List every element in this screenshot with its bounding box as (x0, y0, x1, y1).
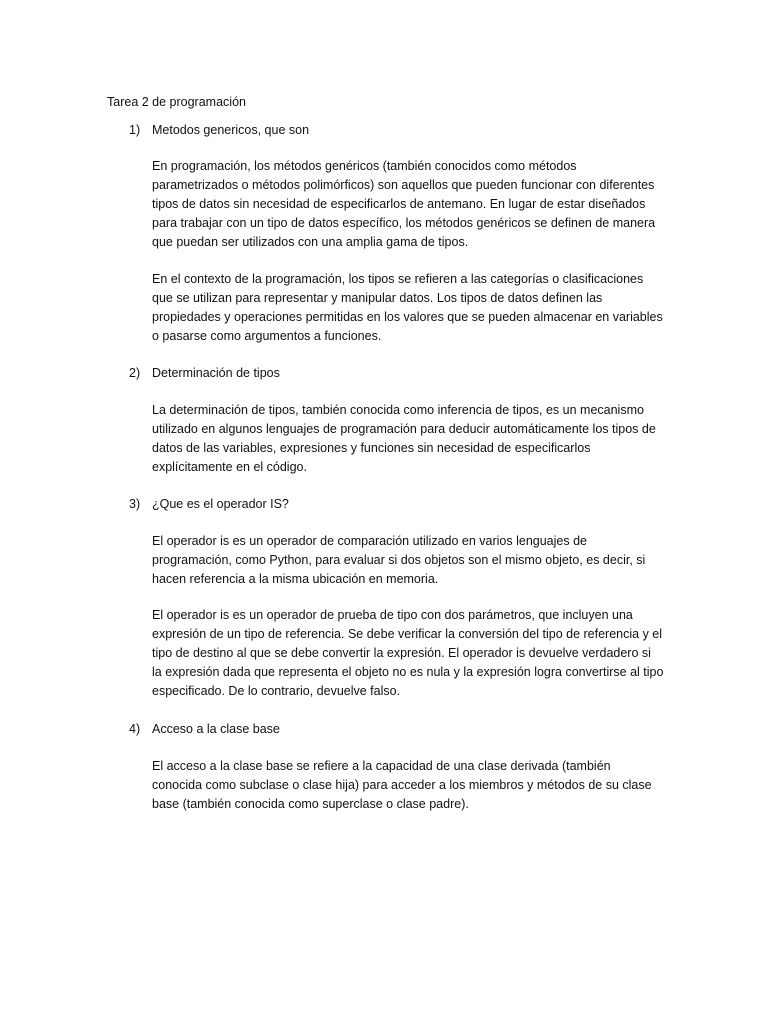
section-number: 1) (129, 123, 141, 137)
paragraph: El operador is es un operador de comparación utilizado en varios lenguajes de programación, como Python, para evaluar si dos objetos son el mismo objeto, es decir, si hacen referencia a la misma ubicación en memoria. (152, 534, 646, 586)
document-title: Tarea 2 de programación (107, 95, 246, 109)
section-title: Determinación de tipos (152, 366, 280, 380)
paragraph: El operador is es un operador de prueba de tipo con dos parámetros, que incluyen una expresión de un tipo de referencia. Se debe verificar la conversión del tipo de referencia y el tipo de destino al que se debe convertir la expresión. El operador is devuelve verdadero si la expresión dada que representa el objeto no es nula y la expresión logra convertirse al tipo especificado. De lo contrario, devuelve falso. (152, 608, 664, 698)
section-number: 3) (129, 497, 141, 511)
section-title: ¿Que es el operador IS? (152, 497, 289, 511)
paragraph: En el contexto de la programación, los tipos se refieren a las categorías o clasificaciones que se utilizan para representar y manipular datos. Los tipos de datos definen las propiedades y operaciones permitidas en los valores que se pueden almacenar en variables o pasarse como argumentos a funciones. (152, 272, 663, 343)
section-heading-4 (107, 720, 280, 738)
section-number: 4) (129, 722, 141, 736)
section-number: 2) (129, 366, 141, 380)
paragraph: En programación, los métodos genéricos (también conocidos como métodos parametrizados o métodos polimórficos) son aquellos que pueden funcionar con diferentes tipos de datos sin necesidad de especificarlos de antemano. En lugar de estar diseñados para trabajar con un tipo de datos específico, los métodos genéricos se definen de manera que puedan ser utilizados con una amplia gama de tipos. (152, 159, 656, 249)
paragraph: La determinación de tipos, también conocida como inferencia de tipos, es un mecanismo utilizado en algunos lenguajes de programación para deducir automáticamente los tipos de datos de las variables, expresiones y funciones sin necesidad de especificarlos explícitamente en el código. (152, 403, 656, 474)
section-title: Metodos genericos, que son (152, 123, 310, 137)
section-title: Acceso a la clase base (152, 722, 280, 736)
paragraph: El acceso a la clase base se refiere a la capacidad de una clase derivada (también conocida como subclase o clase hija) para acceder a los miembros y métodos de su clase base (también conocida como superclase o clase padre). (152, 759, 652, 811)
section-heading-3 (107, 495, 289, 513)
section-heading-2 (107, 364, 280, 382)
section-heading-1 (107, 121, 309, 139)
